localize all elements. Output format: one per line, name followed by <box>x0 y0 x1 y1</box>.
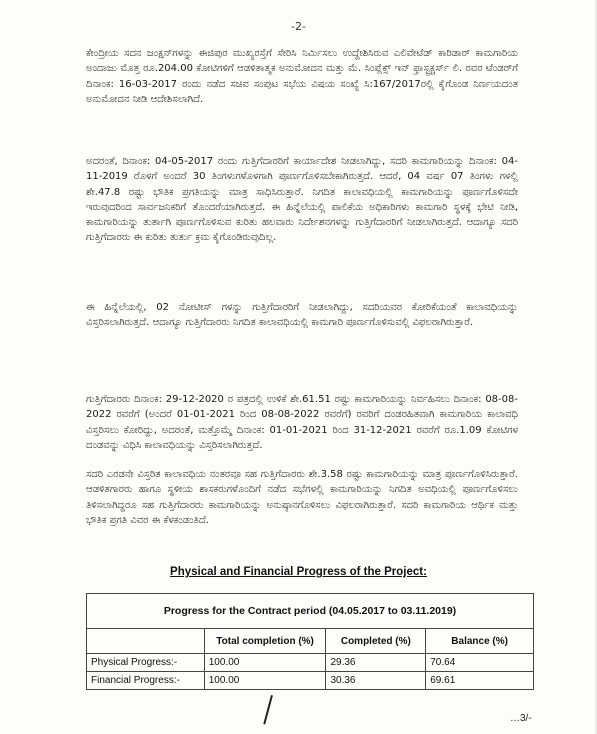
page-number: -2- <box>291 20 306 33</box>
paragraph-text: ಗುತ್ತಿಗೆದಾರರು ದಿನಾಂಕ: 29-12-2020 ರ ಪತ್ರದಲ್ಲಿ ಉಳಿಕೆ ಶೇ.61.51 ರಷ್ಟು ಕಾಮಗಾರಿಯನ್ನು ನಿರ್ವಹಿಸಲು ದಿನಾಂಕ: 08-08-2022 ರವರೆಗೆ (ಅಂದರೆ 01-01-2021 ರಿಂದ 08-08-2022 ರವರೆಗೆ) ರವರಿಗೆ ದಂಡರಹಿತವಾಗಿ ಕಾಮಗಾರಿಯ ಕಾಲಾವಧಿ ವಿಸ್ತರಿಸಲು ಕೋರಿದ್ದು, ಅದರಂತೆ, ಮತ್ತೊಮ್ಮೆ ದಿನಾಂಕ: 01-01-2021 ರಿಂದ 31-12-2021 ರವರೆಗೆ ರೂ.1.09 ಕೋಟಿಗಳ ದಂಡವನ್ನು ವಿಧಿಸಿ ಕಾಲಾವಧಿಯನ್ನು ವಿಸ್ತರಿಸಲಾಗಿರುತ್ತದೆ. <box>86 394 518 451</box>
paragraph-text: ಸದರಿ ಎರಡನೇ ವಿಸ್ತರಿತ ಕಾಲಾವಧಿಯ ನಂತರವೂ ಸಹ ಗುತ್ತಿಗೆದಾರರು ಶೇ.3.58 ರಷ್ಟು ಕಾಮಗಾರಿಯನ್ನು ಮಾತ್ರ ಪೂರ್ಣಗೊಳಿಸಿರುತ್ತಾರೆ. ಆಡಳಿತಗಾರರು ಹಾಗೂ ಸ್ಥಳೀಯ ಶಾಸಕರುಗಳೊಂದಿಗೆ ನಡೆದ ಸಭೆಗಳಲ್ಲಿ ಕಾಮಗಾರಿಯನ್ನು ನಿಗದಿತ ಅವಧಿಯಲ್ಲಿ ಪೂರ್ಣಗೊಳಿಸಲು ತಿಳಿಸಲಾಗಿದ್ದರೂ ಸಹ ಗುತ್ತಿಗೆದಾರರು ಕಾಮಗಾರಿಯನ್ನು ಅನುಷ್ಠಾನಗೊಳಿಸಲು ವಿಫಲರಾಗಿರುತ್ತಾರೆ. ಸದರಿ ಕಾಮಗಾರಿಯ ಆರ್ಥಿಕ ಮತ್ತು ಭೌತಿಕ ಪ್ರಗತಿ ವಿವರ ಈ ಕೆಳಕಂಡಂತಿದೆ. <box>86 469 518 526</box>
paragraph-text: ಈ ಹಿನ್ನೆಲೆಯಲ್ಲಿ, 02 ನೋಟೀಸ್ ಗಳನ್ನು ಗುತ್ತಿಗೆದಾರರಿಗೆ ನೀಡಲಾಗಿದ್ದು, ಸದರಿಯವರ ಕೋರಿಕೆಯಂತೆ ಕಾಲಾವಧಿಯನ್ನು ವಿಸ್ತರಿಸಲಾಗಿರುತ್ತದೆ. ಆದಾಗ್ಯೂ ಗುತ್ತಿಗೆದಾರರು ನಿಗದಿತ ಕಾಲಾವಧಿಯಲ್ಲಿ ಕಾಮಗಾರಿ ಪೂರ್ಣಗೊಳಿಸುವಲ್ಲಿ ವಿಫಲರಾಗಿರುತ್ತಾರೆ. <box>86 302 518 329</box>
paragraph-progress-summary <box>86 467 518 528</box>
paragraph-work-order <box>86 154 518 246</box>
table-header-cell: Balance (%) <box>426 629 534 654</box>
table-cell: Financial Progress:- <box>87 672 205 690</box>
table-row <box>87 672 534 690</box>
table-header-row <box>87 629 534 654</box>
table-cell: 69.61 <box>426 672 534 690</box>
progress-table <box>86 593 534 690</box>
table-cell: 100.00 <box>204 654 326 672</box>
table-cell: 100.00 <box>204 672 326 690</box>
table-cell: 29.36 <box>326 654 426 672</box>
table-header-cell <box>87 629 205 654</box>
table-header-cell: Completed (%) <box>326 629 426 654</box>
paragraph-approval <box>86 46 518 107</box>
paragraph-text: ಕೇಂದ್ರೀಯ ಸದನ ಜಂಕ್ಷನ್‌ಗಳನ್ನು ಈಜಿಪುರ ಮುಖ್ಯರಸ್ತೆಗೆ ಸೇರಿಸಿ ನಿರ್ಮಿಸಲು ಉದ್ದೇಶಿಸಿರುವ ಎಲಿವೇಟೆಡ್ ಕಾರಿಡಾರ್ ಕಾಮಗಾರಿಯ ಅಂದಾಜು ಮೊತ್ತ ರೂ.204.00 ಕೋಟಿಗಳಿಗೆ ಆಡಳಿತಾತ್ಮಕ ಅನುಮೋದನ ಮತ್ತು ಮೆ. ಸಿಂಪ್ಲೆಕ್ಸ್ ಇನ್ ಫ್ರಾಸ್ಟ್ರಕ್ಚರ್ಸ್ ಲಿ. ರವರ ಟೆಂಡರ್‌ಗೆ ದಿನಾಂಕ: 16-03-2017 ರಂದು ನಡೆದ ಸಚಿವ ಸಂಪುಟ ಸಭೆಯ ವಿಷಯ ಸಂಖ್ಯೆ ಸಿ:167/2017ರಲ್ಲಿ ಕೈಗೊಂಡ ನಿರ್ಣಯದಂತ ಅನುಮೋದನ ನೀಡಿ ಆದೇಶಿಸಲಾಗಿದೆ. <box>86 48 518 105</box>
table-row <box>87 654 534 672</box>
continuation-marker: …3/- <box>510 713 532 724</box>
table-cell: Physical Progress:- <box>87 654 205 672</box>
paragraph-notices <box>86 300 518 331</box>
paragraph-extension <box>86 392 518 453</box>
table-caption: Progress for the Contract period (04.05.2017 to 03.11.2019) <box>87 594 534 629</box>
table-cell: 70.64 <box>426 654 534 672</box>
pen-stroke-mark <box>263 695 272 724</box>
section-heading: Physical and Financial Progress of the Project: <box>170 566 427 578</box>
paragraph-text: ಅದರಂತೆ, ದಿನಾಂಕ: 04-05-2017 ರಂದು ಗುತ್ತಿಗೆದಾರರಿಗೆ ಕಾರ್ಯಾದೇಶ ನೀಡಲಾಗಿದ್ದು, ಸದರಿ ಕಾಮಗಾರಿಯನ್ನು ದಿನಾಂಕ: 04-11-2019 ರೊಳಗೆ ಅಂದರೆ 30 ತಿಂಗಳುಗಳೊಳಗಾಗಿ ಪೂರ್ಣಗೊಳಿಸಬೇಕಾಗಿರುತ್ತದೆ. ಆದರೆ, 04 ವರ್ಷ 07 ತಿಂಗಳು ಗಳಲ್ಲಿ ಶೇ.47.8 ರಷ್ಟು ಭೌತಿಕ ಪ್ರಗತಿಯನ್ನು ಮಾತ್ರ ಸಾಧಿಸಿರುತ್ತಾರೆ. ನಿಗದಿತ ಕಾಲಾವಧಿಯಲ್ಲಿ ಕಾಮಗಾರಿಯನ್ನು ಪೂರ್ಣಗೊಳಿಸದೇ ಇರುವುದರಿಂದ ಸಾರ್ವಜನಿಕರಿಗೆ ತೊಂದರೆಯಾಗಿರುತ್ತದೆ. ಈ ಹಿನ್ನೆಲೆಯಲ್ಲಿ ಪಾಲಿಕೆಯ ಅಧಿಕಾರಿಗಳು ಕಾಮಗಾರಿ ಸ್ಥಳಕ್ಕೆ ಭೇಟಿ ನೀಡಿ, ಕಾಮಗಾರಿಯನ್ನು ತುರ್ತಾಗಿ ಪೂರ್ಣಗೊಳಿಸುವ ಕುರಿತು ಹಲವಾರು ನಿರ್ದೇಶನಗಳನ್ನು ಗುತ್ತಿಗೆದಾರರಿಗೆ ನೀಡಲಾಗಿರುತ್ತದೆ. ಆದಾಗ್ಯೂ ಸದರಿ ಗುತ್ತಿಗೆದಾರರು ಈ ಕುರಿತು ತುರ್ತು ಕ್ರಮ ಕೈಗೊಂಡಿರುವುದಿಲ್ಲ. <box>86 156 518 244</box>
table-header-cell: Total completion (%) <box>204 629 326 654</box>
table-cell: 30.36 <box>326 672 426 690</box>
